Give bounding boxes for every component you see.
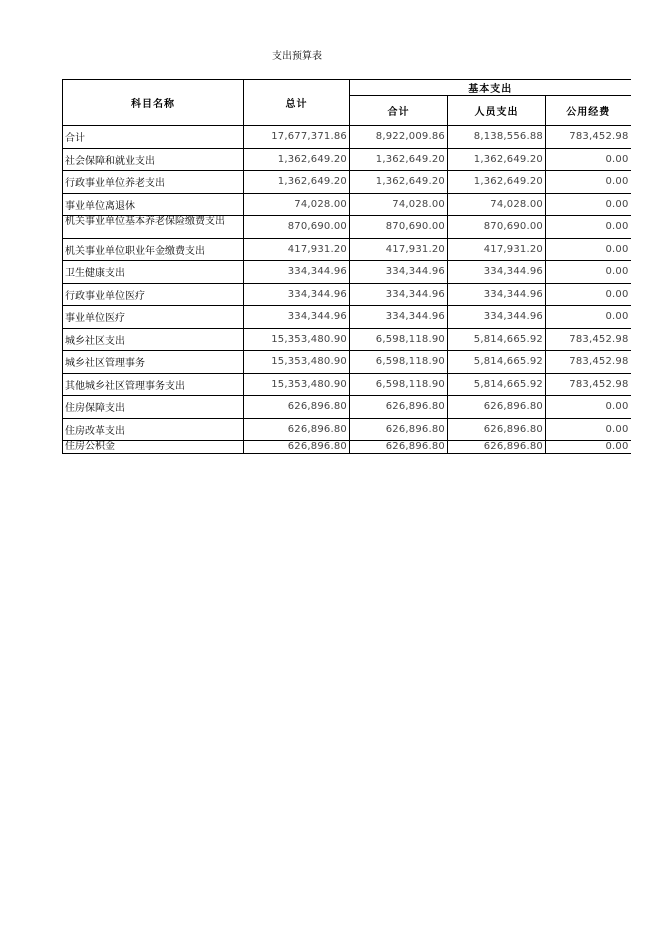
row-public: 783,452.98	[546, 351, 631, 374]
table-row	[63, 351, 631, 374]
row-total: 417,931.20	[244, 238, 350, 261]
row-personnel: 74,028.00	[448, 193, 546, 216]
page-title: 支出预算表	[272, 51, 322, 62]
row-name: 机关事业单位基本养老保险缴费支出	[63, 216, 244, 239]
table-row	[63, 396, 631, 419]
row-total: 870,690.00	[244, 216, 350, 239]
table-row	[63, 126, 631, 149]
row-personnel: 1,362,649.20	[448, 148, 546, 171]
row-total: 15,353,480.90	[244, 351, 350, 374]
row-public: 0.00	[546, 193, 631, 216]
row-personnel: 334,344.96	[448, 261, 546, 284]
row-public: 783,452.98	[546, 328, 631, 351]
row-public: 0.00	[546, 418, 631, 441]
row-sum: 1,362,649.20	[350, 148, 448, 171]
row-public: 0.00	[546, 283, 631, 306]
row-public: 783,452.98	[546, 373, 631, 396]
row-personnel: 334,344.96	[448, 306, 546, 329]
row-public: 0.00	[546, 306, 631, 329]
row-public: 0.00	[546, 396, 631, 419]
row-personnel: 417,931.20	[448, 238, 546, 261]
header-sum: 合计	[350, 96, 448, 126]
row-total: 334,344.96	[244, 261, 350, 284]
row-total: 15,353,480.90	[244, 328, 350, 351]
row-sum: 334,344.96	[350, 283, 448, 306]
row-sum: 417,931.20	[350, 238, 448, 261]
header-subject: 科目名称	[63, 80, 244, 126]
row-name: 住房保障支出	[63, 396, 244, 419]
row-sum: 6,598,118.90	[350, 373, 448, 396]
table-row	[63, 238, 631, 261]
row-total: 626,896.80	[244, 396, 350, 419]
row-sum: 74,028.00	[350, 193, 448, 216]
row-public: 0.00	[546, 441, 631, 454]
row-personnel: 626,896.80	[448, 441, 546, 454]
row-public: 0.00	[546, 148, 631, 171]
table-row	[63, 441, 631, 454]
row-public: 0.00	[546, 238, 631, 261]
table-row	[63, 216, 631, 239]
table-row	[63, 373, 631, 396]
header-personnel: 人员支出	[448, 96, 546, 126]
row-sum: 870,690.00	[350, 216, 448, 239]
row-sum: 8,922,009.86	[350, 126, 448, 149]
row-total: 626,896.80	[244, 441, 350, 454]
table-row	[63, 261, 631, 284]
row-total: 334,344.96	[244, 283, 350, 306]
row-total: 17,677,371.86	[244, 126, 350, 149]
row-name: 事业单位医疗	[63, 306, 244, 329]
row-sum: 334,344.96	[350, 306, 448, 329]
row-name: 卫生健康支出	[63, 261, 244, 284]
row-total: 626,896.80	[244, 418, 350, 441]
table-row	[63, 148, 631, 171]
row-sum: 1,362,649.20	[350, 171, 448, 194]
row-total: 74,028.00	[244, 193, 350, 216]
table-row	[63, 328, 631, 351]
row-personnel: 5,814,665.92	[448, 351, 546, 374]
row-personnel: 1,362,649.20	[448, 171, 546, 194]
row-personnel: 870,690.00	[448, 216, 546, 239]
header-basic: 基本支出	[350, 80, 631, 96]
row-name: 住房改革支出	[63, 418, 244, 441]
table-row	[63, 418, 631, 441]
row-sum: 626,896.80	[350, 418, 448, 441]
row-name: 社会保障和就业支出	[63, 148, 244, 171]
table-row	[63, 171, 631, 194]
row-personnel: 5,814,665.92	[448, 373, 546, 396]
row-public: 783,452.98	[546, 126, 631, 149]
row-personnel: 5,814,665.92	[448, 328, 546, 351]
row-total: 1,362,649.20	[244, 171, 350, 194]
row-total: 15,353,480.90	[244, 373, 350, 396]
row-sum: 334,344.96	[350, 261, 448, 284]
row-sum: 6,598,118.90	[350, 351, 448, 374]
table-row	[63, 306, 631, 329]
row-name: 事业单位离退休	[63, 193, 244, 216]
row-name: 其他城乡社区管理事务支出	[63, 373, 244, 396]
row-public: 0.00	[546, 261, 631, 284]
row-personnel: 8,138,556.88	[448, 126, 546, 149]
row-total: 334,344.96	[244, 306, 350, 329]
table-row	[63, 193, 631, 216]
row-sum: 6,598,118.90	[350, 328, 448, 351]
row-personnel: 626,896.80	[448, 396, 546, 419]
row-name: 机关事业单位职业年金缴费支出	[63, 238, 244, 261]
row-name: 城乡社区支出	[63, 328, 244, 351]
header-public: 公用经费	[546, 96, 631, 126]
row-sum: 626,896.80	[350, 441, 448, 454]
row-public: 0.00	[546, 216, 631, 239]
row-personnel: 626,896.80	[448, 418, 546, 441]
header-total: 总计	[244, 80, 350, 126]
row-name: 合计	[63, 126, 244, 149]
row-name: 行政事业单位医疗	[63, 283, 244, 306]
row-name: 城乡社区管理事务	[63, 351, 244, 374]
row-name: 住房公积金	[63, 441, 244, 454]
row-name: 行政事业单位养老支出	[63, 171, 244, 194]
row-public: 0.00	[546, 171, 631, 194]
table-row	[63, 283, 631, 306]
row-total: 1,362,649.20	[244, 148, 350, 171]
row-personnel: 334,344.96	[448, 283, 546, 306]
budget-table	[62, 79, 631, 454]
row-sum: 626,896.80	[350, 396, 448, 419]
